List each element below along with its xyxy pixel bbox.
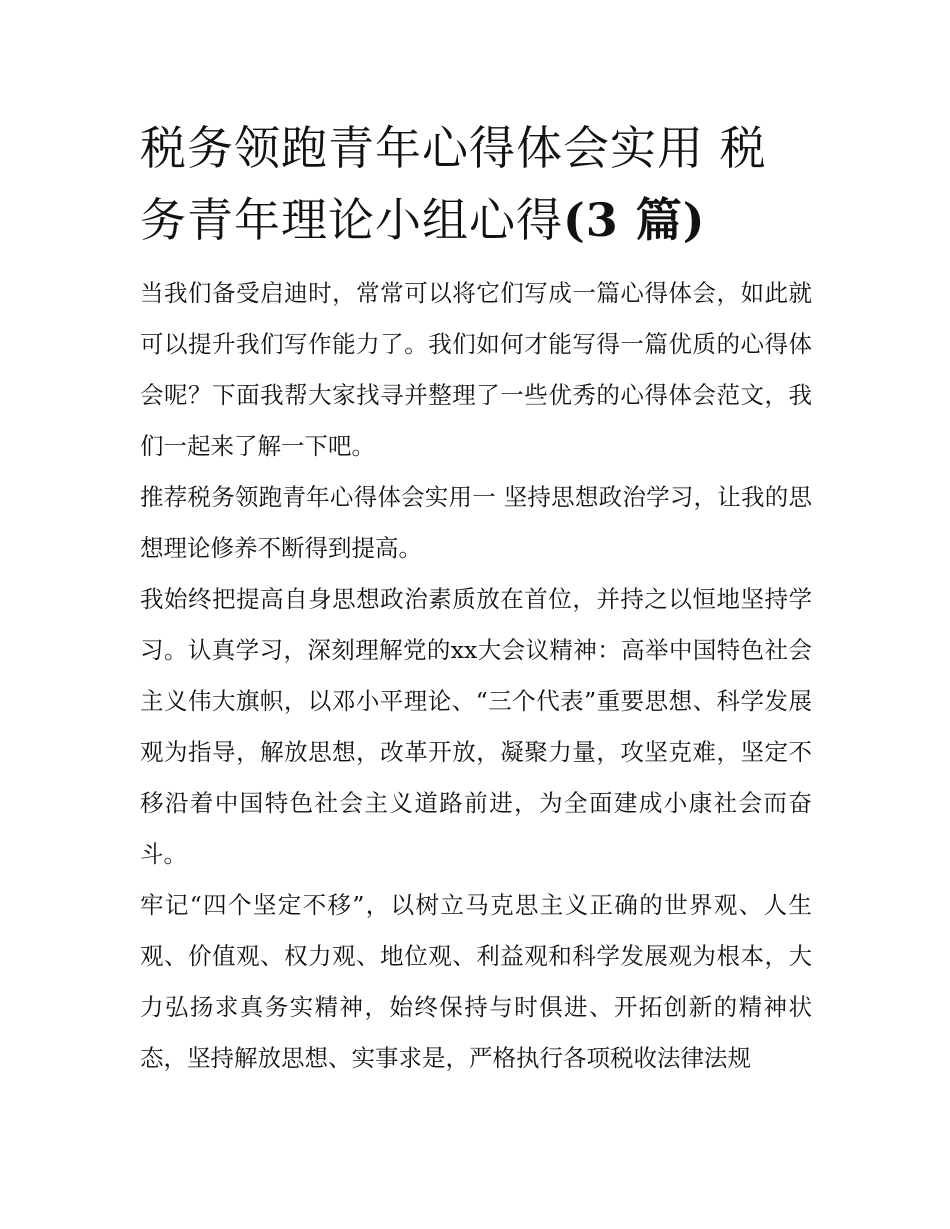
document-body (140, 268, 812, 1084)
paragraph-four-unwavering: 牢记“四个坚定不移”，以树立马克思主义正确的世界观、人生观、价值观、权力观、地位观、利益观和科学发展观为根本，大力弘扬求真务实精神，始终保持与时俱进、开拓创新的精神状态，坚持解放思想、实事求是，严格执行各项税收法律法规 (140, 891, 812, 1072)
title-main: 税务领跑青年心得体会实用 税务青年理论小组心得 (140, 121, 767, 247)
document-title (140, 112, 812, 256)
paragraph-heading-one: 推荐税务领跑青年心得体会实用一 坚持思想政治学习，让我的思想理论修养不断得到提高。 (140, 483, 812, 562)
paragraph-intro: 当我们备受启迪时，常常可以将它们写成一篇心得体会，如此就可以提升我们写作能力了。我们如何才能写得一篇优质的心得体会呢？下面我帮大家找寻并整理了一些优秀的心得体会范文，我们一起来了解一下吧。 (140, 279, 812, 460)
document-page (140, 112, 812, 1084)
title-suffix: (3 篇) (563, 193, 706, 247)
paragraph-study: 我始终把提高自身思想政治素质放在首位，并持之以恒地坚持学习。认真学习，深刻理解党的xx大会议精神：高举中国特色社会主义伟大旗帜，以邓小平理论、“三个代表”重要思想、科学发展观为指导，解放思想，改革开放，凝聚力量，攻坚克难，坚定不移沿着中国特色社会主义道路前进，为全面建成小康社会而奋斗。 (140, 585, 812, 868)
